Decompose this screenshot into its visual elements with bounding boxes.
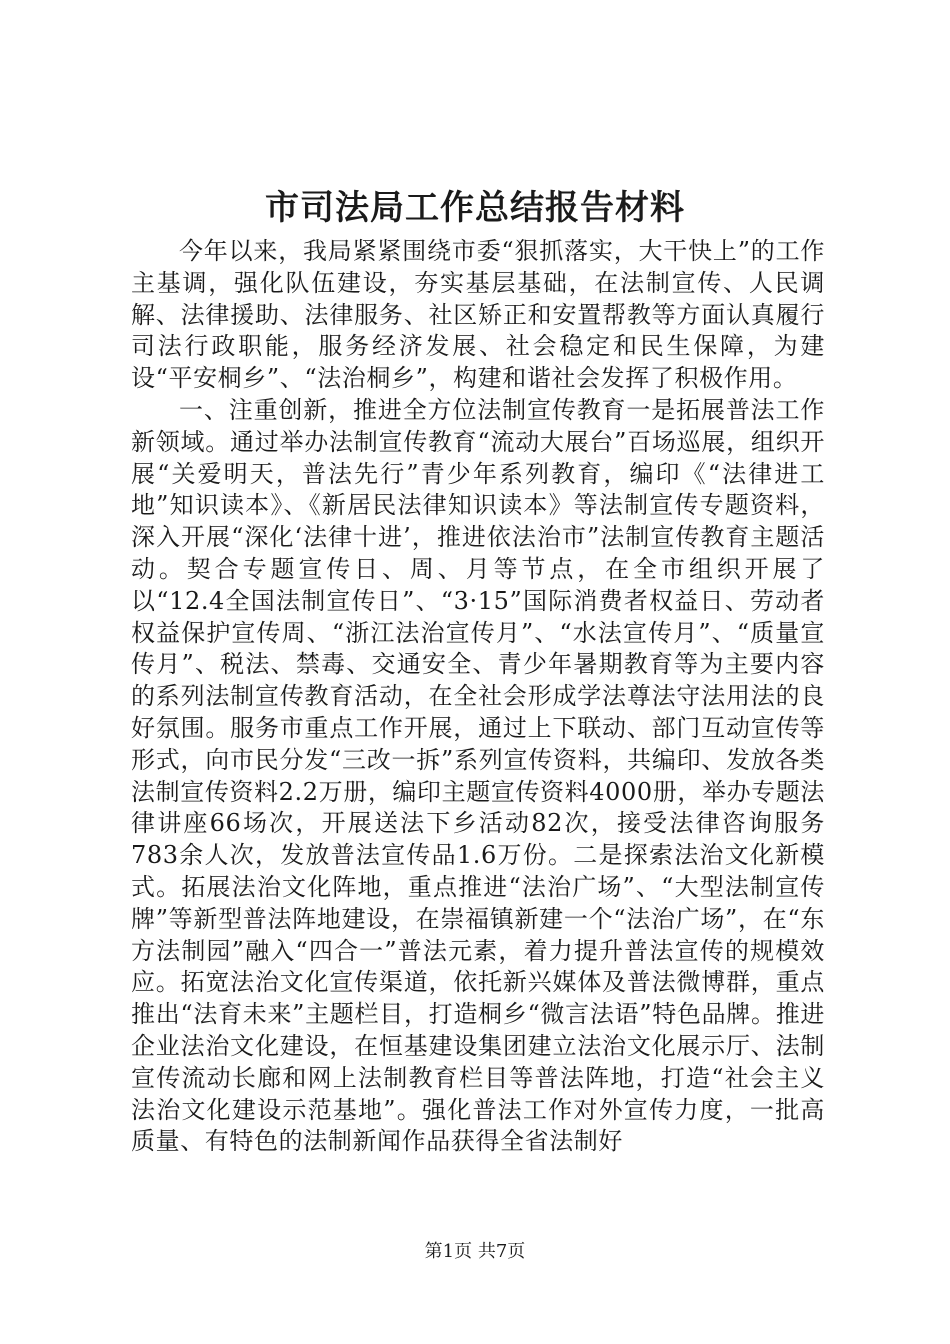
page-number-footer: 第1页 共7页 [424, 1241, 526, 1262]
document-title: 市司法局工作总结报告材料 [265, 188, 685, 228]
paragraph-intro: 今年以来，我局紧紧围绕市委“狠抓落实，大干快上”的工作主基调，强化队伍建设，夯实基层基础，在法制宣传、人民调解、法律援助、法律服务、社区矫正和安置帮教等方面认真履行司法行政职能，服务经济发展、社会稳定和民生保障，为建设“平安桐乡”、“法治桐乡”，构建和谐社会发挥了积极作用。 [131, 237, 825, 393]
document-body [131, 236, 825, 1158]
paragraph-section-one: 一、注重创新，推进全方位法制宣传教育一是拓展普法工作新领域。通过举办法制宣传教育“流动大展台”百场巡展，组织开展“关爱明天，普法先行”青少年系列教育，编印《“法律进工地”知识读本》、《新居民法律知识读本》等法制宣传专题资料，深入开展“深化‘法律十进’，推进依法治市”法制宣传教育主题活动。契合专题宣传日、周、月等节点，在全市组织开展了以“12.4全国法制宣传日”、“3·15”国际消费者权益日、劳动者权益保护宣传周、“浙江法治宣传月”、“水法宣传月”、“质量宣传月”、税法、禁毒、交通安全、青少年暑期教育等为主要内容的系列法制宣传教育活动，在全社会形成学法尊法守法用法的良好氛围。服务市重点工作开展，通过上下联动、部门互动宣传等形式，向市民分发“三改一拆”系列宣传资料，共编印、发放各类法制宣传资料2.2万册，编印主题宣传资料4000册，举办专题法律讲座66场次，开展送法下乡活动82次，接受法律咨询服务783余人次，发放普法宣传品1.6万份。二是探索法治文化新模式。拓展法治文化阵地，重点推进“法治广场”、“大型法制宣传牌”等新型普法阵地建设，在崇福镇新建一个“法治广场”，在“东方法制园”融入“四合一”普法元素，着力提升普法宣传的规模效应。拓宽法治文化宣传渠道，依托新兴媒体及普法微博群，重点推出“法育未来”主题栏目，打造桐乡“微言法语”特色品牌。推进企业法治文化建设，在恒基建设集团建立法治文化展示厅、法制宣传流动长廊和网上法制教育栏目等普法阵地，打造“社会主义法治文化建设示范基地”。强化普法工作对外宣传力度，一批高质量、有特色的法制新闻作品获得全省法制好 [131, 395, 825, 1156]
